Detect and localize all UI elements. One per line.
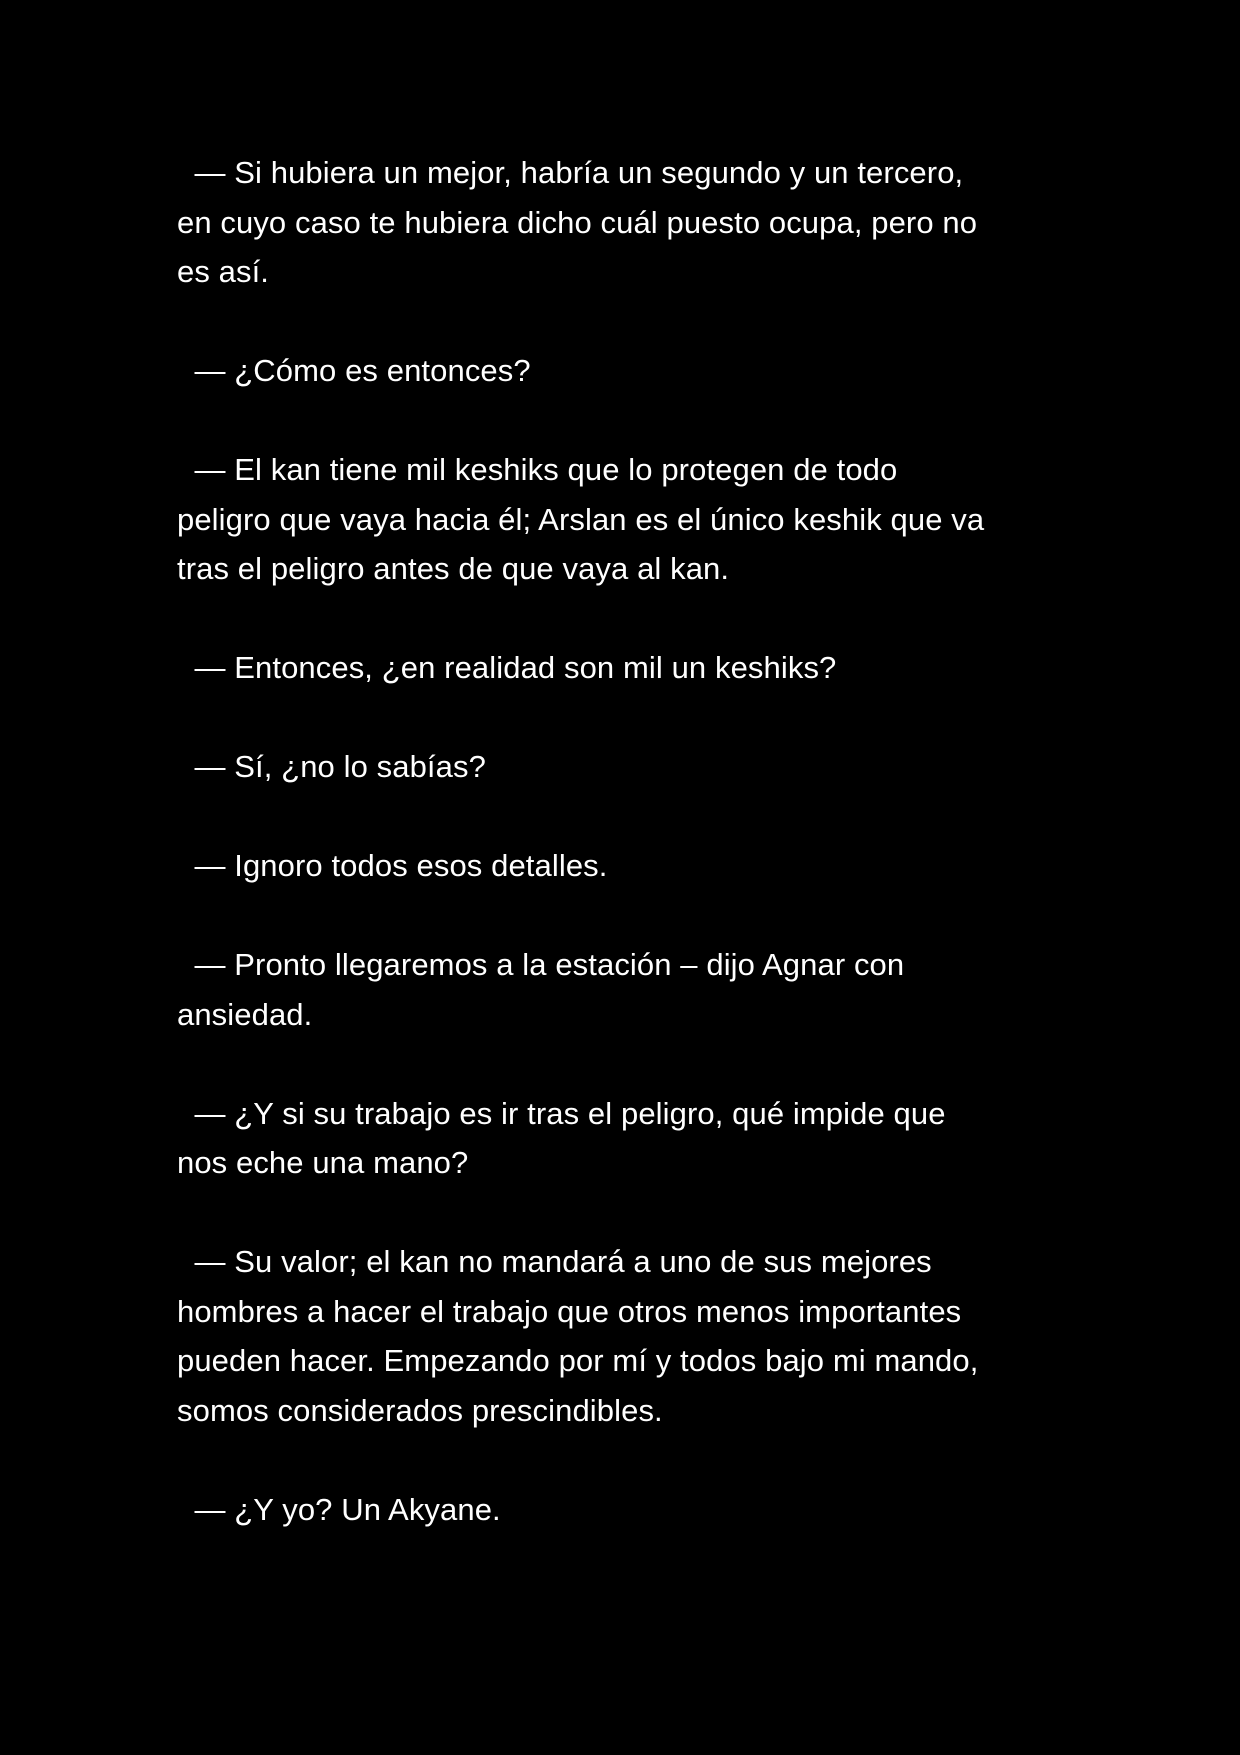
paragraph: — ¿Y si su trabajo es ir tras el peligro, qué impide que nos eche una mano? xyxy=(177,1095,946,1180)
paragraph: — Sí, ¿no lo sabías? xyxy=(177,749,486,784)
paragraph: — El kan tiene mil keshiks que lo protegen de todo peligro que vaya hacia él; Arslan es el único keshik que va tras el peligro antes de que vaya al kan. xyxy=(177,452,985,586)
paragraph: — ¿Cómo es entonces? xyxy=(177,353,531,388)
paragraph: — Pronto llegaremos a la estación – dijo Agnar con ansiedad. xyxy=(177,947,905,1032)
body-text xyxy=(177,148,1077,1534)
paragraph: — Su valor; el kan no mandará a uno de sus mejores hombres a hacer el trabajo que otros menos importantes pueden hacer. Empezando por mí y todos bajo mi mando, somos considerados prescindibles. xyxy=(177,1244,979,1428)
paragraph: — ¿Y yo? Un Akyane. xyxy=(177,1491,501,1527)
paragraph: — Ignoro todos esos detalles. xyxy=(177,848,608,883)
paragraph: — Si hubiera un mejor, habría un segundo y un tercero, en cuyo caso te hubiera dicho cuál puesto ocupa, pero no es así. xyxy=(177,155,978,289)
paragraph: — Entonces, ¿en realidad son mil un keshiks? xyxy=(177,650,837,685)
